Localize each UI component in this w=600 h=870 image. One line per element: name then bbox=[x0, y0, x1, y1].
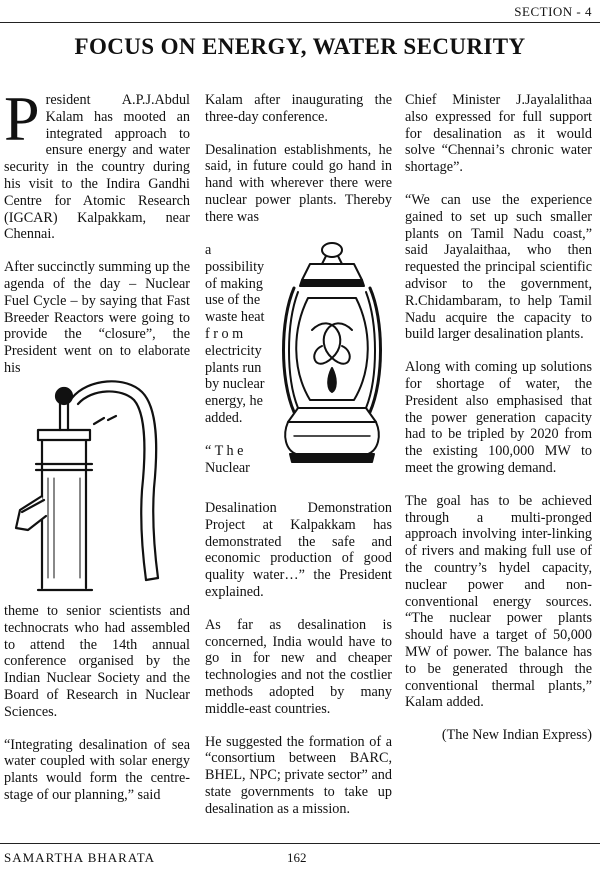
hand-pump-illustration bbox=[8, 378, 190, 596]
wrapped-text-beside-lantern: a possibility of making use of the waste heat f r o m electricity plants run by nuclear energy, he added. “ T h e Nuclear bbox=[205, 242, 265, 476]
bottom-rule bbox=[0, 843, 600, 844]
paragraph: He suggested the formation of a “consortium between BARC, BHEL, NPC; private sector” and state governments to take up desalination as a mission. bbox=[205, 733, 392, 817]
paragraph: “We can use the experience gained to set up such smaller plants on Tamil Nadu coast,” said Jayalaithaa, who then requested the principal scientific advisor to the government, R.Chidambaram, to help Tamil Nadu acquire the capacity to build larger desalination plants. bbox=[405, 191, 592, 343]
top-rule bbox=[0, 22, 600, 23]
paragraph-intro: President A.P.J.Abdul Kalam has mooted an integrated approach to ensure energy and water security in the country during his visit to the Indira Gandhi Centre for Atomic Research (IGCAR) Kalpakkam, near Chennai. bbox=[4, 83, 190, 243]
column-1-top bbox=[4, 83, 190, 393]
source-credit: (The New Indian Express) bbox=[441, 727, 592, 744]
paragraph: Desalination establishments, he said, in future could go hand in hand with wherever there were nuclear power plants. Thereby there was bbox=[205, 141, 392, 225]
page-number: 162 bbox=[287, 850, 307, 865]
lantern-illustration bbox=[272, 240, 392, 466]
paragraph: “Integrating desalination of sea water coupled with solar energy plants would form the centre-stage of our planning,” said bbox=[4, 736, 190, 803]
publication-name: SAMARTHA BHARATA bbox=[4, 850, 156, 865]
drop-cap: P bbox=[4, 83, 40, 154]
paragraph: Kalam after inaugurating the three-day conference. bbox=[205, 92, 392, 125]
paragraph: Desalination Demonstration Project at Kalpakkam has demonstrated the safe and economic production of good quality water…” the President explained. bbox=[205, 500, 392, 600]
section-label: SECTION - 4 bbox=[514, 4, 592, 19]
column-2-top bbox=[205, 92, 392, 226]
paragraph: Along with coming up solutions for shortage of water, the President also emphasised that the power generation capacity had to be tripled by 2020 from the existing 100,000 MW to meet the growing demand. bbox=[405, 359, 592, 476]
paragraph: As far as desalination is concerned, India would have to go in for new and cheaper technologies and not the costlier methods adopted by many middle-east countries. bbox=[205, 616, 392, 717]
paragraph: theme to senior scientists and technocrats who had assembled to attend the 14th annual conference organised by the Indian Nuclear Society and the Board of Research in Nuclear Sciences. bbox=[4, 603, 190, 720]
paragraph: Chief Minister J.Jayalalithaa also expressed for full support for desalination as it would solve “Chennai’s chronic water shortage”. bbox=[405, 92, 592, 176]
column-3 bbox=[405, 92, 592, 760]
column-2-bottom bbox=[205, 500, 392, 834]
article-title: FOCUS ON ENERGY, WATER SECURITY bbox=[74, 34, 526, 59]
paragraph: The goal has to be achieved through a multi-pronged approach involving inter-linking of rivers and making full use of the country’s hydel capacity, nuclear power and non-conventional energy sources. “The nuclear power plants should have a target of 50,000 MW of power. The balance has to be generated through the conventional thermal plants,” Kalam added. bbox=[405, 492, 592, 711]
column-1-bottom bbox=[4, 603, 190, 820]
paragraph: After succinctly summing up the agenda of the day – Nuclear Fuel Cycle – by saying that Fast Breeder Reactors were going to provide the “closure”, the President went on to elaborate his bbox=[4, 259, 190, 376]
